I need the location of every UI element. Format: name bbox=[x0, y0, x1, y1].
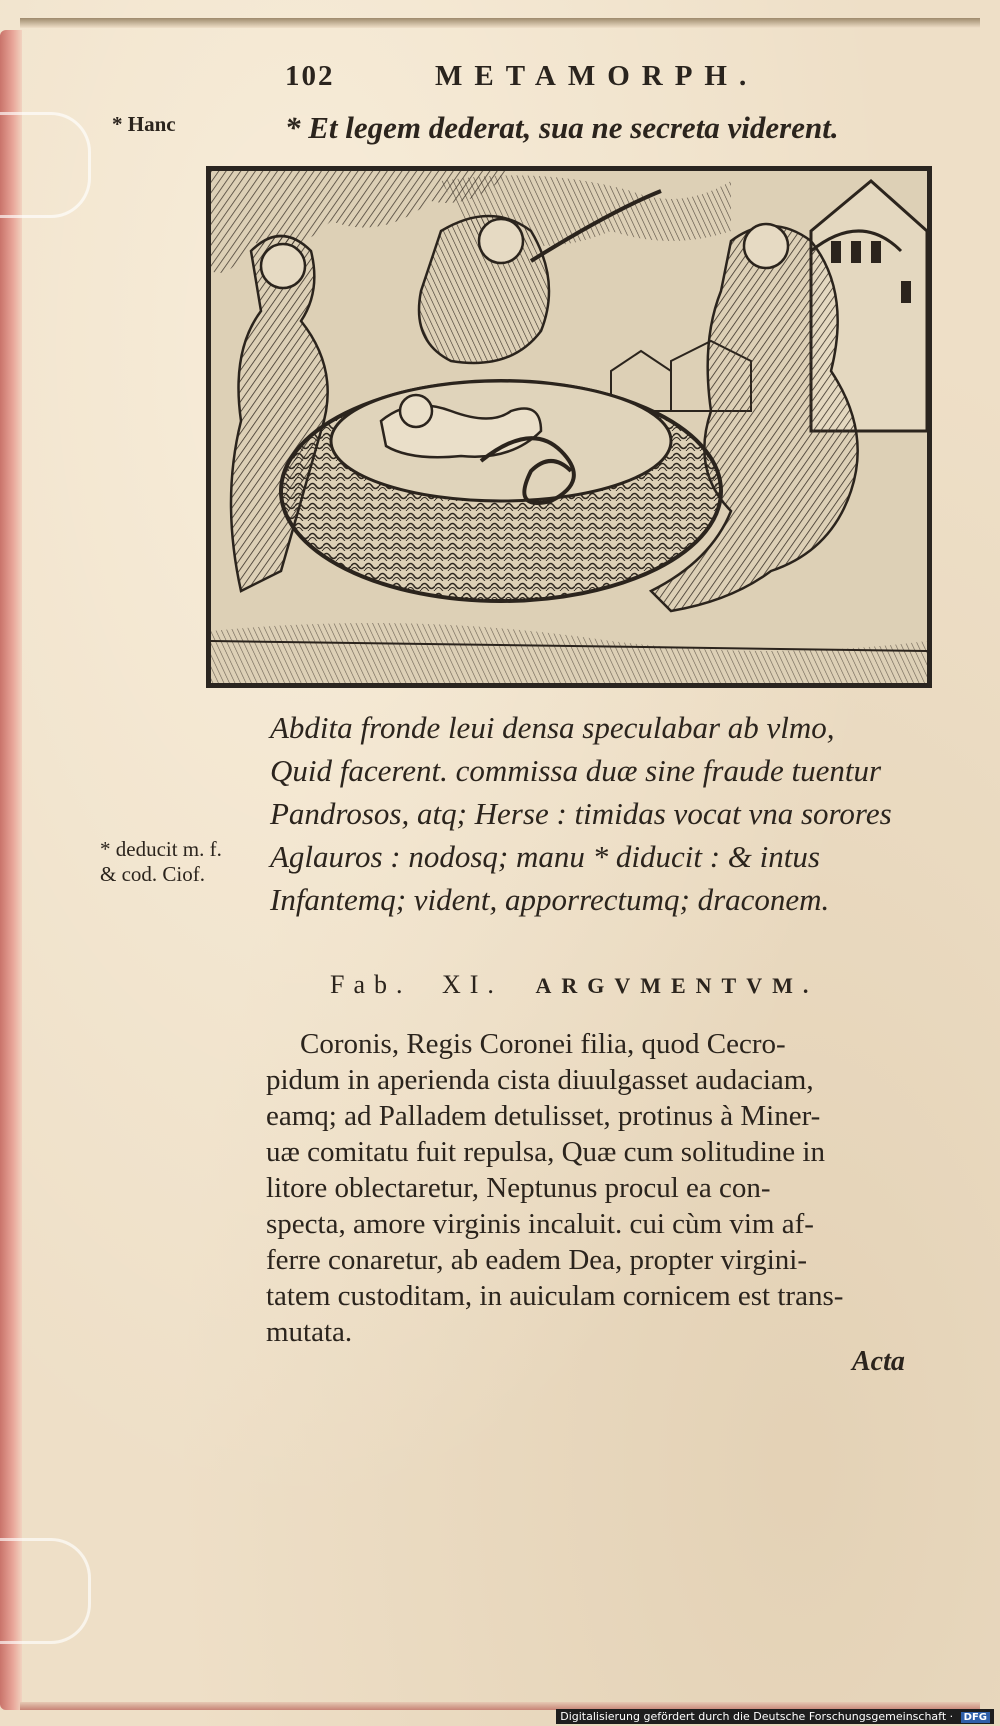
argument-line: uæ comitatu fuit repulsa, Quæ cum solitudine in bbox=[266, 1136, 825, 1168]
argument-line: litore oblectaretur, Neptunus procul ea con- bbox=[266, 1172, 771, 1204]
page-number: 102 bbox=[285, 60, 335, 92]
verse-line: Aglauros : nodosq; manu * diducit : & intus bbox=[270, 839, 820, 874]
fable-number: XI. bbox=[442, 970, 503, 999]
catchword: Acta bbox=[852, 1346, 905, 1377]
woodcut-image bbox=[211, 171, 927, 683]
verse-line: Infantemq; vident, apporrectumq; draconem. bbox=[270, 882, 830, 917]
woodcut-illustration bbox=[206, 166, 932, 688]
running-head bbox=[285, 60, 845, 100]
section-heading bbox=[330, 970, 890, 1000]
argument-line: Coronis, Regis Coronei filia, quod Cecro- bbox=[300, 1028, 786, 1060]
dfg-logo: DFG bbox=[961, 1712, 990, 1723]
argument-line: specta, amore virginis incaluit. cui cùm vim af- bbox=[266, 1208, 814, 1240]
verse-line: Pandrosos, atq; Herse : timidas vocat vna sorores bbox=[270, 796, 892, 831]
argument-line: tatem custoditam, in auiculam cornicem est trans- bbox=[266, 1280, 844, 1312]
binding-clip-top bbox=[0, 112, 91, 218]
page-left-edge bbox=[0, 30, 22, 1710]
binding-clip-bottom bbox=[0, 1538, 91, 1644]
argument-line: ferre conaretur, ab eadem Dea, propter virgini- bbox=[266, 1244, 807, 1276]
argument-line: pidum in aperienda cista diuulgasset audaciam, bbox=[266, 1064, 814, 1096]
verse-line: Abdita fronde leui densa speculabar ab vlmo, bbox=[270, 710, 835, 745]
argument-line: mutata. bbox=[266, 1316, 353, 1348]
digitization-credit bbox=[556, 1709, 994, 1724]
fable-label: Fab. bbox=[330, 970, 412, 999]
margin-note-top: * Hanc bbox=[112, 112, 176, 136]
argument-label: ARGVMENTVM. bbox=[535, 973, 819, 998]
margin-note-variant: & cod. Ciof. bbox=[100, 862, 205, 886]
verse-top-line: * Et legem dederat, sua ne secreta viderent. bbox=[285, 110, 839, 145]
verse-line: Quid facerent. commissa duæ sine fraude tuentur bbox=[270, 753, 882, 788]
argument-line: eamq; ad Palladem detulisset, protinus à Miner- bbox=[266, 1100, 821, 1132]
credit-text: Digitalisierung gefördert durch die Deutsche Forschungsgemeinschaft · bbox=[560, 1710, 954, 1723]
running-title: METAMORPH. bbox=[435, 60, 759, 92]
margin-note-variant: * deducit m. f. bbox=[100, 837, 222, 861]
page-top-edge bbox=[20, 18, 980, 28]
